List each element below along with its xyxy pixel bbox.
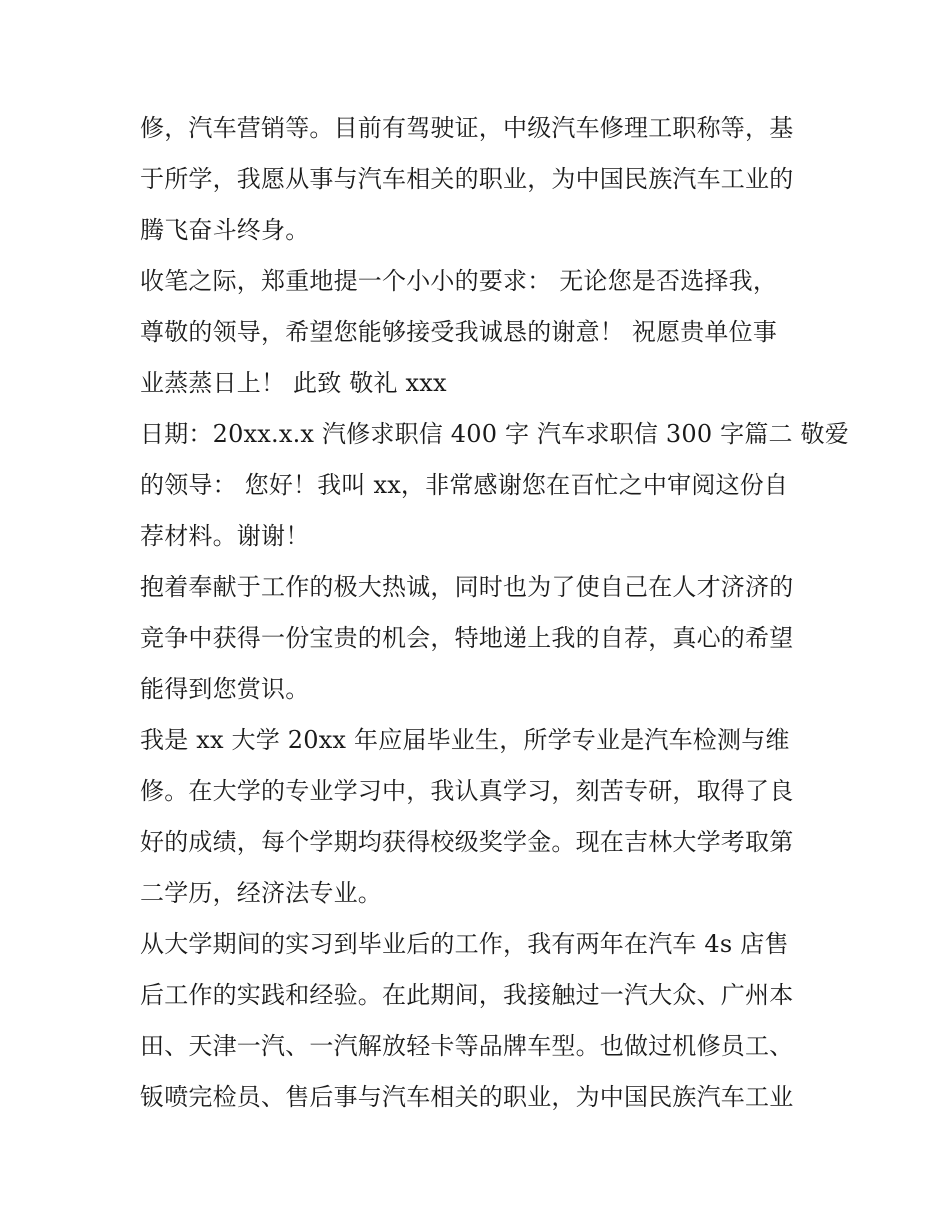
text-line: 后工作的实践和经验。在此期间，我接触过一汽大众、广州本	[140, 981, 794, 1009]
text-line: 日期：20xx.x.x 汽修求职信 400 字 汽车求职信 300 字篇二 敬爱	[140, 420, 849, 448]
paragraph-experience	[140, 919, 820, 1123]
text-line: 竞争中获得一份宝贵的机会，特地递上我的自荐，真心的希望	[140, 624, 794, 652]
text-line: 二学历，经济法专业。	[140, 879, 382, 907]
text-line: 抱着奉献于工作的极大热诚，同时也为了使自己在人才济济的	[140, 573, 794, 601]
paragraph-closing	[140, 256, 820, 409]
text-line: 的领导： 您好！我叫 xx，非常感谢您在百忙之中审阅这份自	[140, 471, 789, 499]
text-line: 修。在大学的专业学习中，我认真学习，刻苦专研，取得了良	[140, 777, 794, 805]
text-line: 修，汽车营销等。目前有驾驶证，中级汽车修理工职称等，基	[140, 114, 794, 142]
text-line: 我是 xx 大学 20xx 年应届毕业生，所学专业是汽车检测与维	[140, 726, 790, 754]
text-line: 收笔之际，郑重地提一个小小的要求： 无论您是否选择我，	[140, 267, 778, 295]
paragraph-education	[140, 715, 820, 919]
paragraph-career-goal	[140, 103, 820, 256]
paragraph-motivation	[140, 562, 820, 715]
text-line: 能得到您赏识。	[140, 675, 310, 703]
text-line: 从大学期间的实习到毕业后的工作，我有两年在汽车 4s 店售	[140, 930, 789, 958]
document-body	[140, 103, 849, 1123]
text-line: 于所学，我愿从事与汽车相关的职业，为中国民族汽车工业的	[140, 165, 794, 193]
text-line: 业蒸蒸日上！ 此致 敬礼 xxx	[140, 369, 447, 397]
text-line: 荐材料。谢谢！	[140, 522, 310, 550]
text-line: 钣喷完检员、售后事与汽车相关的职业，为中国民族汽车工业	[140, 1083, 794, 1111]
text-line: 腾飞奋斗终身。	[140, 216, 310, 244]
text-line: 好的成绩，每个学期均获得校级奖学金。现在吉林大学考取第	[140, 828, 794, 856]
text-line: 尊敬的领导，希望您能够接受我诚恳的谢意！ 祝愿贵单位事	[140, 318, 778, 346]
paragraph-date-greeting	[140, 409, 849, 562]
text-line: 田、天津一汽、一汽解放轻卡等品牌车型。也做过机修员工、	[140, 1032, 794, 1060]
